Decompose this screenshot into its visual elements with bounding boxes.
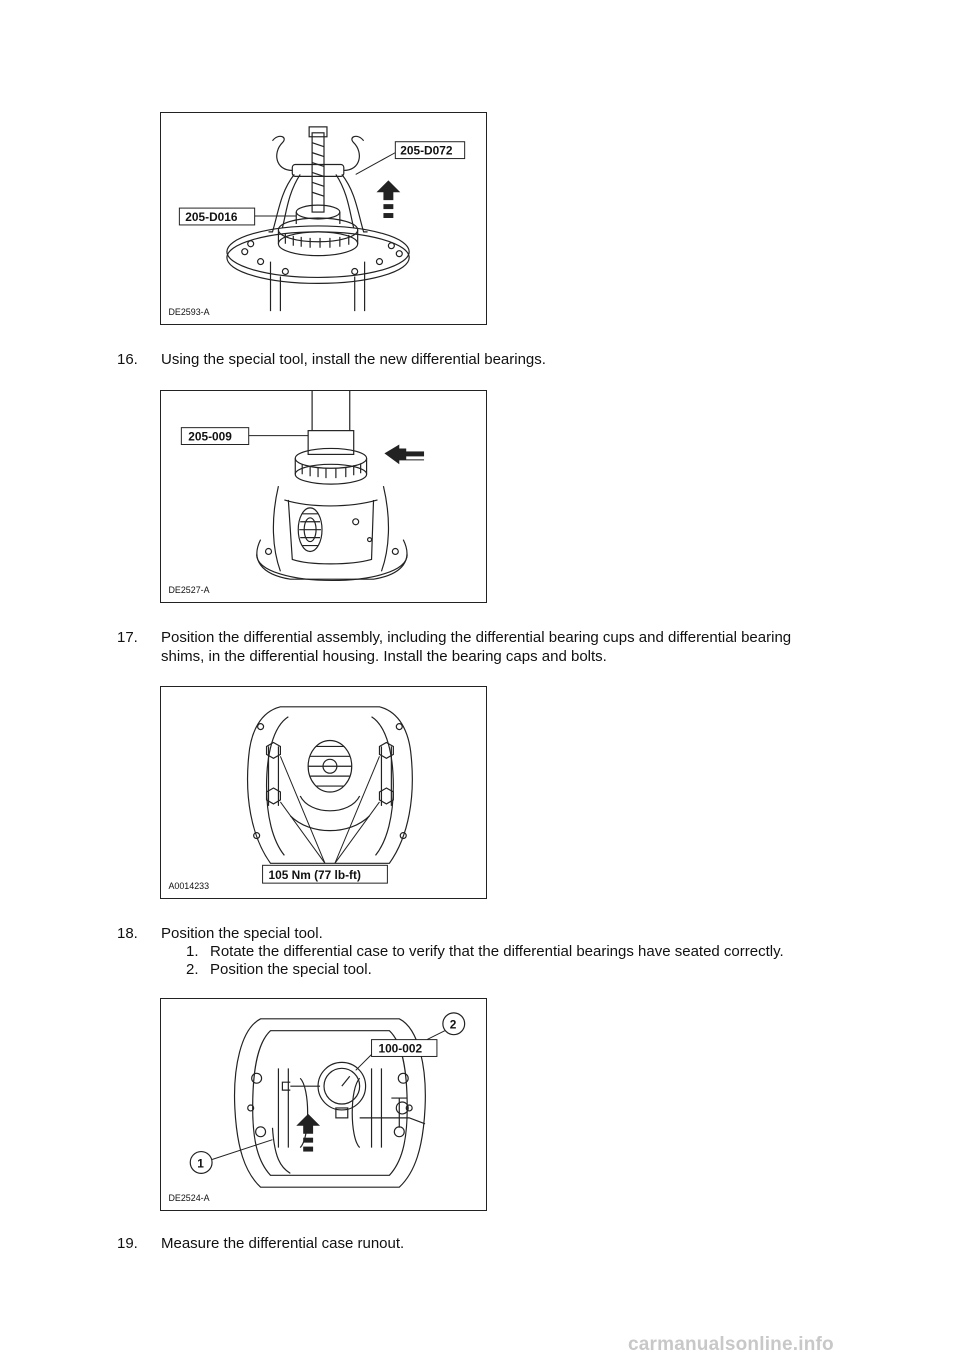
step-text: Measure the differential case runout. [161, 1235, 405, 1252]
step-number: 17. [117, 629, 138, 646]
figure-code: DE2527-A [168, 585, 210, 596]
bearing-installer-illustration [161, 391, 486, 602]
callout-205-D016: 205-D016 [185, 209, 238, 224]
substep-text: Rotate the differential case to verify that the differential bearings have seated correctly. [210, 943, 784, 960]
callout-205-D072: 205-D072 [400, 143, 453, 158]
callout-number-1: 1 [197, 1156, 204, 1171]
callout-number-2: 2 [449, 1017, 457, 1032]
step-text-line2: shims, in the differential housing. Install the bearing caps and bolts. [161, 648, 607, 665]
bearing-caps-illustration [161, 687, 486, 898]
step-number: 16. [117, 351, 138, 368]
substep-number: 2. [186, 961, 199, 978]
substep-text: Position the special tool. [210, 961, 372, 978]
figure-code: DE2524-A [168, 1193, 210, 1204]
callout-205-009: 205-009 [188, 429, 232, 444]
figure-code: A0014233 [168, 881, 210, 892]
substep-number: 1. [186, 943, 199, 960]
figure-dial-indicator [160, 998, 487, 1211]
bearing-puller-illustration [161, 113, 486, 324]
step-text: Position the differential assembly, including the differential bearing cups and differential bearing [161, 629, 792, 646]
figure-bearing-caps [160, 686, 487, 899]
step-number: 19. [117, 1235, 138, 1252]
callout-torque: 105 Nm (77 lb-ft) [268, 868, 361, 883]
figure-bearing-removal [160, 112, 487, 325]
footer-watermark: carmanualsonline.info [628, 1334, 834, 1355]
step-text: Using the special tool, install the new differential bearings. [161, 351, 546, 368]
figure-bearing-install [160, 390, 487, 603]
figure-code: DE2593-A [168, 307, 210, 318]
step-number: 18. [117, 925, 138, 942]
step-text: Position the special tool. [161, 925, 323, 942]
dial-indicator-illustration [161, 999, 486, 1210]
callout-100-002: 100-002 [378, 1041, 423, 1056]
